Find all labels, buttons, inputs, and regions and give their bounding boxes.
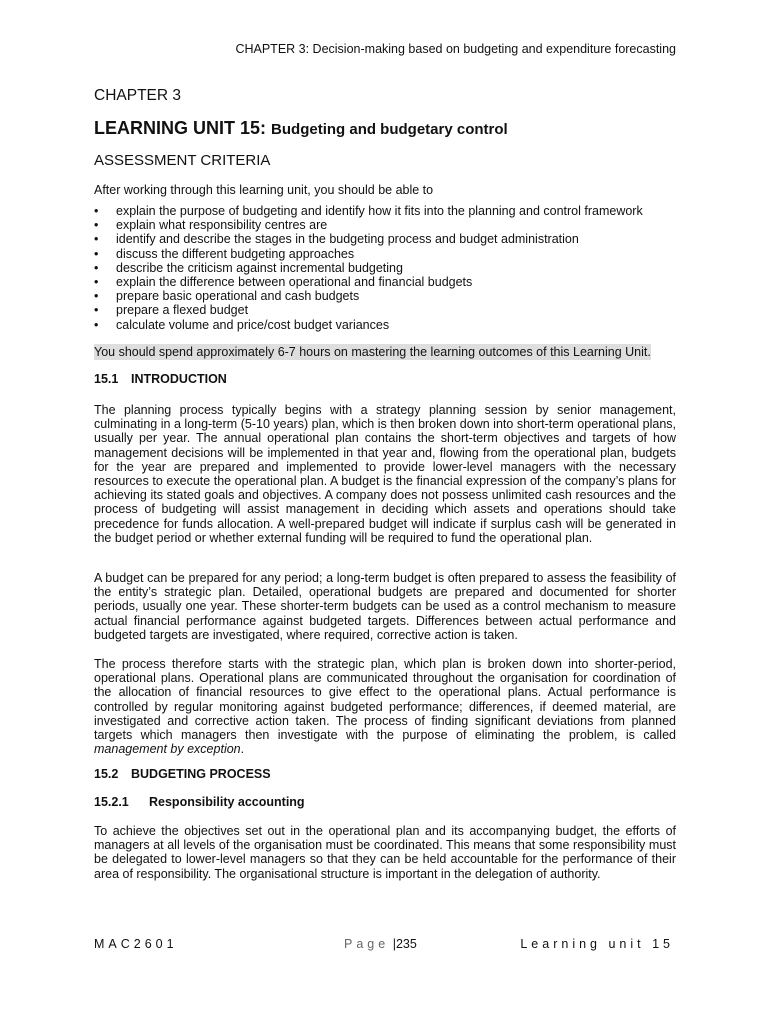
list-item: • discuss the different budgeting approaches xyxy=(94,246,355,261)
bullet-icon: • xyxy=(94,317,99,332)
unit-subtitle: Budgeting and budgetary control xyxy=(271,121,508,138)
section-title: BUDGETING PROCESS xyxy=(131,767,271,781)
list-item: • prepare a flexed budget xyxy=(94,303,249,318)
bullet-icon: • xyxy=(94,303,99,318)
section-title: INTRODUCTION xyxy=(131,372,227,386)
paragraph-responsibility: To achieve the objectives set out in the operational plan and its accompanying budget, the efforts of managers at all levels of the organisation must be coordinated. This means that some responsibility must be delegated to lower-level managers so that they can be held accountable for the performance of their area of responsibility. The organisational structure is important in the delegation of authority. xyxy=(94,824,676,881)
list-item: • calculate volume and price/cost budget variances xyxy=(94,317,390,332)
bullet-icon: • xyxy=(94,246,99,261)
list-item: • explain the purpose of budgeting and identify how it fits into the planning and control framework xyxy=(94,204,643,218)
list-item: • explain the difference between operational and financial budgets xyxy=(94,275,473,290)
unit-prefix: LEARNING UNIT 15: xyxy=(94,118,267,138)
bullet-icon: • xyxy=(94,289,99,304)
section-number: 15.2.1 xyxy=(94,795,129,809)
bullet-icon: • xyxy=(94,218,99,233)
section-heading-budgeting-process xyxy=(94,767,271,781)
paragraph-intro-3: The process therefore starts with the strategic plan, which plan is broken down into shorter-period, operational plans. Operational plans are communicated throughout the organisation for coordination of the allocation of financial resources to give effect to the operational plans. Actual performance is controlled by regular monitoring against budgeted performance; differences, if deemed material, are investigated and corrective action taken. The process of finding significant deviations from planned targets which managers then investigate with the purpose of eliminating the problem, is called management by exception. xyxy=(94,657,676,757)
bullet-icon: • xyxy=(94,204,99,218)
list-item: • prepare basic operational and cash budgets xyxy=(94,289,360,304)
list-item: • explain what responsibility centres are xyxy=(94,218,328,233)
course-code: MAC2601 xyxy=(94,937,178,951)
bullet-icon: • xyxy=(94,260,99,275)
paragraph-intro-2: A budget can be prepared for any period; a long-term budget is often prepared to assess the feasibility of the entity’s strategic plan. Detailed, operational budgets are prepared and documented for shorter periods, usually one year. These shorter-term budgets can be used as a control mechanism to measure actual financial performance against budgeted targets. Differences between actual performance and budgeted targets are investigated, where required, corrective action is taken. xyxy=(94,571,676,642)
subsection-heading-responsibility-accounting xyxy=(94,795,305,809)
assessment-intro: After working through this learning unit, you should be able to xyxy=(94,183,434,197)
unit-title xyxy=(94,118,508,139)
running-header: CHAPTER 3: Decision-making based on budgeting and expenditure forecasting xyxy=(235,42,676,56)
page-number: 235 xyxy=(395,937,417,951)
time-note: You should spend approximately 6-7 hours on mastering the learning outcomes of this Learning Unit. xyxy=(94,345,651,359)
chapter-label: CHAPTER 3 xyxy=(94,87,181,104)
bullet-icon: • xyxy=(94,232,99,247)
section-number: 15.1 xyxy=(94,372,119,386)
section-number: 15.2 xyxy=(94,767,119,781)
outcomes-list xyxy=(94,204,643,332)
list-item: • identify and describe the stages in the budgeting process and budget administration xyxy=(94,232,579,247)
paragraph-intro-1: The planning process typically begins with a strategy planning session by senior management, culminating in a long-term (5-10 years) plan, which is then broken down into short-term operational plans, usually per year. The annual operational plan contains the short-term objectives and targets of how management decisions will be implemented in that year and, flowing from the operational plan, budgets for the year are prepared and implemented to provide lower-level managers with the necessary resources to execute the operational plan. A budget is the financial expression of the company’s plans for achieving its stated goals and objectives. A company does not possess unlimited cash resources and the process of budgeting will assist management in deciding which assets and operations should take precedence for funds allocation. A well-prepared budget will indicate if surplus cash will be generated in the budget period or whether external funding will be required to fund the operational plan. xyxy=(94,403,676,545)
bullet-icon: • xyxy=(94,275,99,290)
footer-unit-label: Learning unit 15 xyxy=(520,937,674,951)
section-heading-introduction xyxy=(94,372,227,386)
page-word: Page xyxy=(344,937,390,951)
page-separator: | xyxy=(392,937,396,951)
page-indicator xyxy=(344,937,417,951)
assessment-heading: ASSESSMENT CRITERIA xyxy=(94,152,271,169)
section-title: Responsibility accounting xyxy=(149,795,305,809)
emphasis-term: management by exception xyxy=(94,742,241,757)
list-item: • describe the criticism against incremental budgeting xyxy=(94,260,403,275)
